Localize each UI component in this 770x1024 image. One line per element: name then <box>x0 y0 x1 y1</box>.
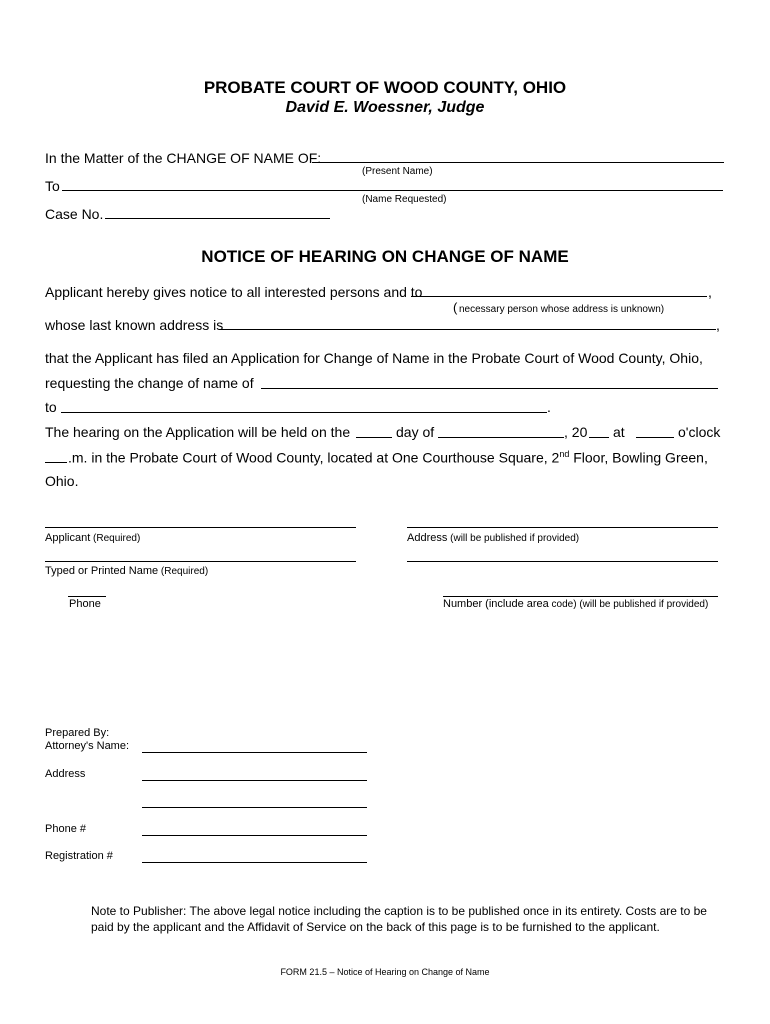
address-line-2[interactable] <box>407 561 718 562</box>
address-text: Address <box>407 532 448 544</box>
applicant-label <box>45 532 140 544</box>
name-requested-hint: (Name Requested) <box>362 194 447 205</box>
attorney-name-field[interactable] <box>142 752 367 753</box>
phone-label: Phone <box>69 598 101 610</box>
address-label <box>407 532 579 544</box>
paren-open: ( <box>453 300 458 315</box>
attorney-address-field-2[interactable] <box>142 807 367 808</box>
period-1: . <box>547 399 551 415</box>
address-note: (will be published if provided) <box>447 533 580 544</box>
applicant-required: (Required) <box>90 533 141 544</box>
notice-line-3: that the Applicant has filed an Application for Change of Name in the Probate Court of Wood County, Ohio, <box>45 350 703 366</box>
typed-name-line[interactable] <box>45 561 356 562</box>
applicant-text: Applicant <box>45 532 91 544</box>
attorney-address-field[interactable] <box>142 780 367 781</box>
to-label: To <box>45 178 60 194</box>
hearing-year-field[interactable] <box>589 437 609 438</box>
present-name-hint: (Present Name) <box>362 166 433 177</box>
hearing-text-e: o'clock <box>678 424 721 440</box>
name-requested-field[interactable] <box>62 190 723 191</box>
case-no-label: Case No. <box>45 206 104 222</box>
registration-field[interactable] <box>142 862 367 863</box>
form-id: FORM 21.5 – Notice of Hearing on Change of Name <box>280 967 490 977</box>
last-known-address-field[interactable] <box>219 329 716 330</box>
hearing-text-a: The hearing on the Application will be held on the <box>45 424 351 440</box>
typed-name-required: (Required) <box>158 566 209 577</box>
change-name-of-field[interactable] <box>261 388 718 389</box>
notice-line-4: requesting the change of name of <box>45 375 254 391</box>
notice-line-7a: .m. in the Probate Court of Wood County, located at One Courthouse Square, 2 <box>68 449 560 466</box>
notice-line-1: Applicant hereby gives notice to all interested persons and to <box>45 284 423 300</box>
hearing-hour-field[interactable] <box>636 437 674 438</box>
typed-name-label <box>45 565 208 577</box>
notice-line-2: whose last known address is <box>45 317 224 333</box>
case-no-field[interactable] <box>105 218 330 219</box>
attorney-phone-label: Phone # <box>45 823 86 835</box>
phone-line[interactable] <box>68 596 106 597</box>
notice-line-7 <box>68 449 708 466</box>
hearing-month-field[interactable] <box>438 437 564 438</box>
number-line[interactable] <box>443 596 718 597</box>
unknown-address-hint: necessary person whose address is unknown) <box>459 304 665 315</box>
ordinal-suffix: nd <box>559 449 570 459</box>
judge-name: David E. Woessner, Judge <box>285 99 485 116</box>
publisher-note: Note to Publisher: The above legal notice including the caption is to be published once in its entirety. Costs are to be paid by the applicant and the Affidavit of Service on the back of this page is to be furnished to the applicant. <box>91 904 707 934</box>
typed-name-text: Typed or Printed Name <box>45 565 159 577</box>
matter-label: In the Matter of the CHANGE OF NAME OF: <box>45 150 322 166</box>
comma-2: , <box>716 317 720 333</box>
hearing-day-field[interactable] <box>356 437 392 438</box>
registration-label: Registration # <box>45 850 113 862</box>
new-name-field[interactable] <box>61 412 547 413</box>
prepared-by-label: Prepared By: <box>45 727 110 739</box>
attorney-name-label: Attorney's Name: <box>45 740 130 752</box>
hearing-text-d: at <box>613 424 625 440</box>
notice-line-5: to <box>45 399 57 415</box>
interested-person-field[interactable] <box>411 296 707 297</box>
address-signature-line[interactable] <box>407 527 718 528</box>
number-label <box>443 598 708 610</box>
hearing-text-b: day of <box>396 424 435 440</box>
court-title: PROBATE COURT OF WOOD COUNTY, OHIO <box>203 78 567 97</box>
attorney-phone-field[interactable] <box>142 835 367 836</box>
am-pm-field[interactable] <box>45 462 67 463</box>
hearing-text-c: , 20 <box>564 424 588 440</box>
notice-line-7b: Floor, Bowling Green, <box>569 449 708 466</box>
notice-heading: NOTICE OF HEARING ON CHANGE OF NAME <box>201 247 569 266</box>
present-name-field[interactable] <box>312 162 724 163</box>
notice-line-8: Ohio. <box>45 473 79 489</box>
comma-1: , <box>708 284 712 300</box>
number-text: Number (include area <box>443 598 549 610</box>
attorney-address-label: Address <box>45 768 86 780</box>
applicant-signature-line[interactable] <box>45 527 356 528</box>
number-note: code) (will be published if provided) <box>548 599 709 610</box>
